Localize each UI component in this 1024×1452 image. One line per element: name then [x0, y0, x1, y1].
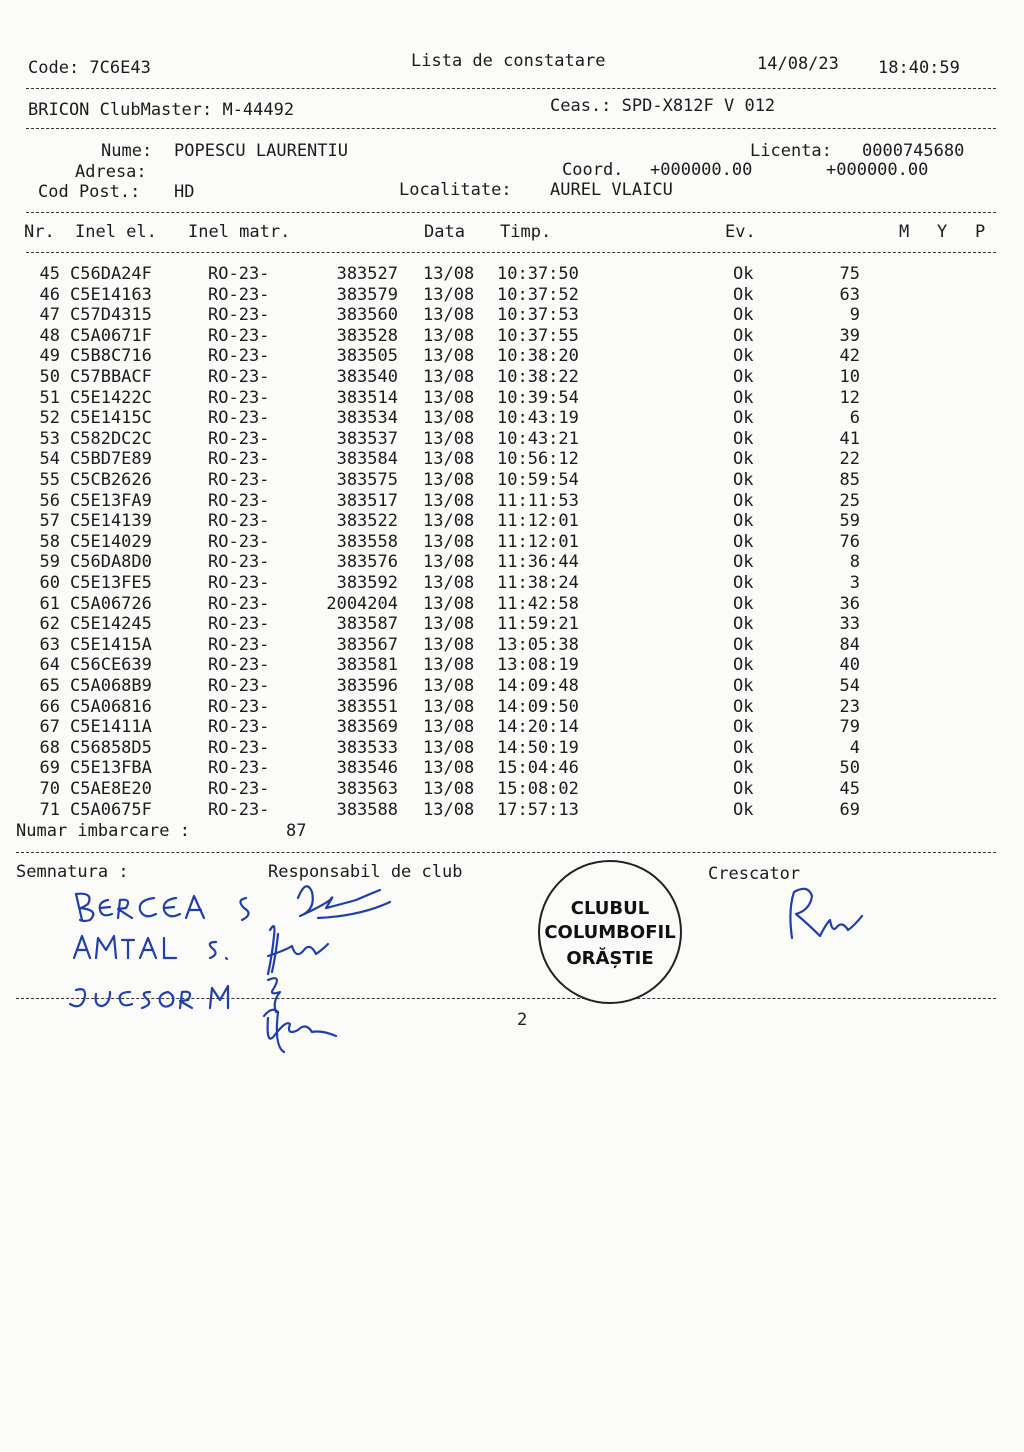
ring-prefix: RO-23- [208, 676, 270, 696]
arrival-date: 13/08 [423, 428, 475, 449]
table-row [0, 717, 1024, 738]
table-row [0, 429, 1024, 450]
arrival-time: 10:43:19 [497, 408, 579, 429]
arrival-date: 13/08 [423, 284, 475, 305]
name-label: Nume: [101, 141, 153, 161]
arrival-time: 15:08:02 [497, 779, 579, 799]
col-header-ev: Ev. [725, 222, 756, 242]
table-row [0, 449, 1024, 470]
position-value: 39 [839, 325, 860, 346]
table-row [0, 614, 1024, 635]
ring-prefix: RO-23- [208, 284, 270, 305]
arrival-date: 13/08 [423, 634, 475, 655]
divider [26, 252, 996, 253]
event-status: Ok [733, 325, 754, 346]
position-value: 22 [839, 449, 860, 470]
table-row [0, 738, 1024, 759]
signature-label: Semnatura : [16, 862, 129, 882]
electronic-ring-id: C5A06726 [70, 593, 152, 614]
ring-number: 383579 [336, 284, 398, 305]
arrival-time: 11:12:01 [497, 531, 579, 552]
row-number: 55 [39, 470, 60, 490]
position-value: 41 [839, 428, 860, 449]
arrival-date: 13/08 [423, 758, 475, 779]
position-value: 85 [839, 470, 860, 490]
ring-number: 383569 [336, 717, 398, 738]
ring-number: 383534 [336, 408, 398, 429]
arrival-date: 13/08 [423, 614, 475, 635]
position-value: 79 [839, 717, 860, 738]
ring-prefix: RO-23- [208, 573, 270, 593]
postal-code: HD [174, 182, 195, 202]
event-status: Ok [733, 655, 754, 676]
club-stamp [538, 860, 682, 1004]
clubmaster-label: BRICON ClubMaster: M-44492 [28, 100, 295, 120]
arrival-date: 13/08 [423, 367, 475, 387]
position-value: 45 [839, 779, 860, 799]
event-status: Ok [733, 717, 754, 738]
arrival-date: 13/08 [423, 325, 475, 346]
arrival-date: 13/08 [423, 676, 475, 696]
table-row [0, 532, 1024, 553]
table-row [0, 697, 1024, 718]
electronic-ring-id: C5E1411A [70, 717, 152, 738]
stamp-line-3: ORĂȘTIE [566, 948, 654, 969]
ring-number: 383540 [336, 367, 398, 387]
ring-number: 383522 [336, 511, 398, 532]
ring-number: 383584 [336, 449, 398, 470]
position-value: 50 [839, 758, 860, 779]
breeder-signature [780, 880, 880, 950]
position-value: 10 [839, 367, 860, 387]
event-status: Ok [733, 284, 754, 305]
arrival-date: 13/08 [423, 449, 475, 470]
position-value: 63 [839, 284, 860, 305]
coord-value-2: +000000.00 [826, 160, 929, 180]
event-status: Ok [733, 428, 754, 449]
electronic-ring-id: C57D4315 [70, 305, 152, 326]
electronic-ring-id: C5B8C716 [70, 346, 152, 367]
arrival-date: 13/08 [423, 387, 475, 408]
electronic-ring-id: C56DA8D0 [70, 552, 152, 573]
electronic-ring-id: C5AE8E20 [70, 779, 152, 799]
event-status: Ok [733, 799, 754, 820]
row-number: 62 [39, 614, 60, 635]
event-status: Ok [733, 387, 754, 408]
ring-number: 383517 [336, 490, 398, 511]
electronic-ring-id: C582DC2C [70, 428, 152, 449]
address-label: Adresa: [75, 162, 147, 182]
position-value: 36 [839, 593, 860, 614]
ring-prefix: RO-23- [208, 593, 270, 614]
boarding-count-label: Numar imbarcare : [16, 821, 190, 841]
row-number: 48 [39, 325, 60, 346]
ring-number: 383596 [336, 676, 398, 696]
table-row [0, 511, 1024, 532]
event-status: Ok [733, 634, 754, 655]
position-value: 25 [839, 490, 860, 511]
row-number: 53 [39, 428, 60, 449]
arrival-date: 13/08 [423, 593, 475, 614]
arrival-time: 14:20:14 [497, 717, 579, 738]
clock-label: Ceas.: SPD-X812F V 012 [550, 96, 776, 116]
arrival-time: 11:38:24 [497, 573, 579, 593]
event-status: Ok [733, 758, 754, 779]
position-value: 23 [839, 696, 860, 717]
row-number: 47 [39, 305, 60, 326]
coord-label: Coord. [562, 160, 624, 180]
postal-code-label: Cod Post.: [38, 182, 141, 202]
event-status: Ok [733, 573, 754, 593]
ring-number: 383576 [336, 552, 398, 573]
col-header-inel-matr: Inel matr. [188, 222, 291, 242]
club-responsible-label: Responsabil de club [268, 862, 463, 882]
col-header-data: Data [424, 222, 465, 242]
table-row [0, 552, 1024, 573]
divider [26, 128, 996, 129]
arrival-time: 11:42:58 [497, 593, 579, 614]
breeder-label: Crescator [708, 864, 801, 884]
table-row [0, 655, 1024, 676]
arrival-date: 13/08 [423, 799, 475, 820]
ring-number: 383527 [336, 264, 398, 284]
row-number: 71 [39, 799, 60, 820]
row-number: 57 [39, 511, 60, 532]
table-row [0, 573, 1024, 594]
electronic-ring-id: C5E1415C [70, 408, 152, 429]
ring-number: 2004204 [326, 593, 398, 614]
electronic-ring-id: C57BBACF [70, 367, 152, 387]
arrival-date: 13/08 [423, 779, 475, 799]
position-value: 40 [839, 655, 860, 676]
row-number: 68 [39, 737, 60, 758]
row-number: 66 [39, 696, 60, 717]
ring-prefix: RO-23- [208, 634, 270, 655]
ring-number: 383546 [336, 758, 398, 779]
row-number: 67 [39, 717, 60, 738]
col-header-p: P [975, 222, 986, 242]
row-number: 63 [39, 634, 60, 655]
arrival-time: 13:05:38 [497, 634, 579, 655]
ring-prefix: RO-23- [208, 449, 270, 470]
arrival-time: 15:04:46 [497, 758, 579, 779]
handwritten-signatures [60, 870, 420, 1060]
arrival-date: 13/08 [423, 552, 475, 573]
position-value: 42 [839, 346, 860, 367]
ring-prefix: RO-23- [208, 325, 270, 346]
ring-number: 383588 [336, 799, 398, 820]
ring-number: 383533 [336, 737, 398, 758]
row-number: 58 [39, 531, 60, 552]
page-number: 2 [517, 1010, 528, 1030]
table-row [0, 346, 1024, 367]
position-value: 54 [839, 676, 860, 696]
arrival-date: 13/08 [423, 264, 475, 284]
arrival-time: 10:37:53 [497, 305, 579, 326]
ring-prefix: RO-23- [208, 799, 270, 820]
ring-prefix: RO-23- [208, 511, 270, 532]
ring-number: 383560 [336, 305, 398, 326]
ring-prefix: RO-23- [208, 490, 270, 511]
table-row [0, 758, 1024, 779]
event-status: Ok [733, 552, 754, 573]
electronic-ring-id: C5A06816 [70, 696, 152, 717]
divider [26, 88, 996, 89]
ring-number: 383567 [336, 634, 398, 655]
table-row [0, 388, 1024, 409]
electronic-ring-id: C5E13FBA [70, 758, 152, 779]
ring-number: 383575 [336, 470, 398, 490]
ring-prefix: RO-23- [208, 758, 270, 779]
electronic-ring-id: C5A0675F [70, 799, 152, 820]
electronic-ring-id: C5CB2626 [70, 470, 152, 490]
electronic-ring-id: C56CE639 [70, 655, 152, 676]
license-label: Licenta: [750, 141, 832, 161]
ring-prefix: RO-23- [208, 655, 270, 676]
arrival-time: 13:08:19 [497, 655, 579, 676]
code-label: Code: 7C6E43 [28, 58, 151, 78]
row-number: 49 [39, 346, 60, 367]
header-time: 18:40:59 [878, 58, 960, 78]
event-status: Ok [733, 614, 754, 635]
arrival-time: 10:37:55 [497, 325, 579, 346]
col-header-inel-el: Inel el. [75, 222, 157, 242]
position-value: 12 [839, 387, 860, 408]
event-status: Ok [733, 593, 754, 614]
arrival-date: 13/08 [423, 511, 475, 532]
event-status: Ok [733, 676, 754, 696]
row-number: 59 [39, 552, 60, 573]
ring-number: 383587 [336, 614, 398, 635]
event-status: Ok [733, 511, 754, 532]
stamp-line-2: COLUMBOFIL [544, 922, 676, 943]
ring-prefix: RO-23- [208, 367, 270, 387]
event-status: Ok [733, 346, 754, 367]
electronic-ring-id: C5E14029 [70, 531, 152, 552]
arrival-time: 10:38:20 [497, 346, 579, 367]
event-status: Ok [733, 737, 754, 758]
ring-prefix: RO-23- [208, 387, 270, 408]
event-status: Ok [733, 531, 754, 552]
row-number: 70 [39, 779, 60, 799]
position-value: 8 [849, 552, 860, 573]
ring-number: 383514 [336, 387, 398, 408]
electronic-ring-id: C56858D5 [70, 737, 152, 758]
position-value: 6 [849, 408, 860, 429]
arrival-time: 14:09:50 [497, 696, 579, 717]
event-status: Ok [733, 779, 754, 799]
position-value: 69 [839, 799, 860, 820]
table-row [0, 676, 1024, 697]
divider [26, 212, 996, 213]
position-value: 4 [849, 737, 860, 758]
ring-prefix: RO-23- [208, 408, 270, 429]
arrival-time: 10:43:21 [497, 428, 579, 449]
arrival-time: 10:39:54 [497, 387, 579, 408]
arrival-date: 13/08 [423, 573, 475, 593]
arrival-date: 13/08 [423, 408, 475, 429]
arrival-time: 17:57:13 [497, 799, 579, 820]
position-value: 59 [839, 511, 860, 532]
ring-prefix: RO-23- [208, 264, 270, 284]
electronic-ring-id: C5E14245 [70, 614, 152, 635]
event-status: Ok [733, 470, 754, 490]
row-number: 46 [39, 284, 60, 305]
position-value: 3 [849, 573, 860, 593]
ring-prefix: RO-23- [208, 346, 270, 367]
col-header-timp: Timp. [500, 222, 552, 242]
table-row [0, 635, 1024, 656]
row-number: 56 [39, 490, 60, 511]
document-title: Lista de constatare [411, 51, 606, 71]
row-number: 65 [39, 676, 60, 696]
arrival-date: 13/08 [423, 346, 475, 367]
ring-number: 383505 [336, 346, 398, 367]
arrival-time: 11:59:21 [497, 614, 579, 635]
arrival-time: 14:50:19 [497, 737, 579, 758]
ring-number: 383563 [336, 779, 398, 799]
table-row [0, 800, 1024, 821]
arrival-date: 13/08 [423, 305, 475, 326]
col-header-y: Y [937, 222, 948, 242]
ring-number: 383558 [336, 531, 398, 552]
row-number: 45 [39, 264, 60, 284]
col-header-nr: Nr. [24, 222, 55, 242]
ring-number: 383528 [336, 325, 398, 346]
arrival-time: 10:56:12 [497, 449, 579, 470]
locality-label: Localitate: [399, 180, 512, 200]
electronic-ring-id: C56DA24F [70, 264, 152, 284]
table-row [0, 779, 1024, 800]
ring-prefix: RO-23- [208, 779, 270, 799]
arrival-date: 13/08 [423, 696, 475, 717]
row-number: 54 [39, 449, 60, 470]
ring-prefix: RO-23- [208, 552, 270, 573]
position-value: 33 [839, 614, 860, 635]
electronic-ring-id: C5E13FA9 [70, 490, 152, 511]
event-status: Ok [733, 490, 754, 511]
ring-prefix: RO-23- [208, 428, 270, 449]
electronic-ring-id: C5E14163 [70, 284, 152, 305]
arrival-date: 13/08 [423, 490, 475, 511]
arrival-time: 10:37:52 [497, 284, 579, 305]
table-row [0, 491, 1024, 512]
event-status: Ok [733, 367, 754, 387]
arrival-time: 10:59:54 [497, 470, 579, 490]
ring-prefix: RO-23- [208, 470, 270, 490]
arrival-date: 13/08 [423, 655, 475, 676]
boarding-count-value: 87 [286, 821, 307, 841]
event-status: Ok [733, 305, 754, 326]
electronic-ring-id: C5A068B9 [70, 676, 152, 696]
ring-number: 383551 [336, 696, 398, 717]
ring-prefix: RO-23- [208, 737, 270, 758]
position-value: 84 [839, 634, 860, 655]
event-status: Ok [733, 264, 754, 284]
row-number: 50 [39, 367, 60, 387]
table-row [0, 264, 1024, 285]
event-status: Ok [733, 449, 754, 470]
row-number: 60 [39, 573, 60, 593]
row-number: 69 [39, 758, 60, 779]
electronic-ring-id: C5E1422C [70, 387, 152, 408]
license-number: 0000745680 [862, 141, 965, 161]
position-value: 75 [839, 264, 860, 284]
arrival-time: 11:36:44 [497, 552, 579, 573]
arrival-date: 13/08 [423, 531, 475, 552]
electronic-ring-id: C5E14139 [70, 511, 152, 532]
ring-number: 383592 [336, 573, 398, 593]
table-row [0, 326, 1024, 347]
arrival-time: 11:12:01 [497, 511, 579, 532]
table-row [0, 285, 1024, 306]
coord-value-1: +000000.00 [650, 160, 753, 180]
event-status: Ok [733, 408, 754, 429]
table-row [0, 594, 1024, 615]
row-number: 51 [39, 387, 60, 408]
table-row [0, 305, 1024, 326]
arrival-date: 13/08 [423, 737, 475, 758]
table-row [0, 470, 1024, 491]
col-header-m: M [899, 222, 910, 242]
arrival-date: 13/08 [423, 717, 475, 738]
electronic-ring-id: C5A0671F [70, 325, 152, 346]
electronic-ring-id: C5E13FE5 [70, 573, 152, 593]
ring-number: 383537 [336, 428, 398, 449]
position-value: 76 [839, 531, 860, 552]
table-row [0, 408, 1024, 429]
owner-name: POPESCU LAURENTIU [174, 141, 348, 161]
table-row [0, 367, 1024, 388]
arrival-time: 10:38:22 [497, 367, 579, 387]
ring-prefix: RO-23- [208, 614, 270, 635]
row-number: 52 [39, 408, 60, 429]
event-status: Ok [733, 696, 754, 717]
arrival-time: 10:37:50 [497, 264, 579, 284]
stamp-line-1: CLUBUL [570, 898, 650, 919]
electronic-ring-id: C5E1415A [70, 634, 152, 655]
arrival-time: 14:09:48 [497, 676, 579, 696]
ring-number: 383581 [336, 655, 398, 676]
locality: AUREL VLAICU [550, 180, 673, 200]
ring-prefix: RO-23- [208, 531, 270, 552]
ring-prefix: RO-23- [208, 717, 270, 738]
row-number: 61 [39, 593, 60, 614]
divider [16, 852, 996, 853]
electronic-ring-id: C5BD7E89 [70, 449, 152, 470]
position-value: 9 [849, 305, 860, 326]
arrival-time: 11:11:53 [497, 490, 579, 511]
row-number: 64 [39, 655, 60, 676]
arrival-date: 13/08 [423, 470, 475, 490]
ring-prefix: RO-23- [208, 305, 270, 326]
ring-prefix: RO-23- [208, 696, 270, 717]
header-date: 14/08/23 [757, 54, 839, 74]
